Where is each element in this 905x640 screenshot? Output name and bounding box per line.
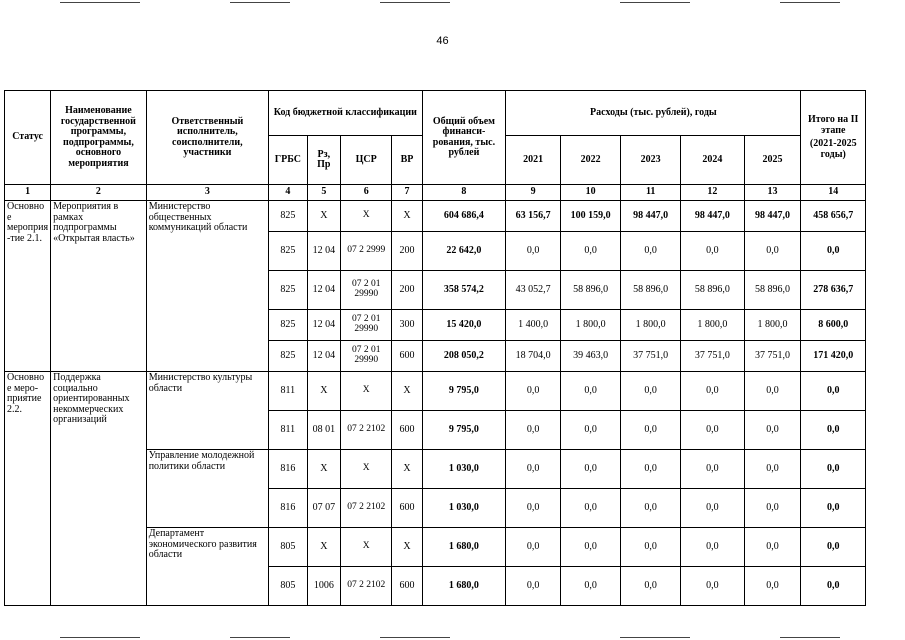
- csr-cell: X: [340, 450, 392, 489]
- itogo-cell: 458 656,7: [801, 201, 866, 232]
- y2025-cell: 58 896,0: [744, 271, 801, 310]
- y2021-cell: 63 156,7: [506, 201, 561, 232]
- total-cell: 1 030,0: [422, 489, 506, 528]
- grbs-cell: 825: [269, 310, 308, 341]
- rz-cell: X: [307, 450, 340, 489]
- header-budget-code: Код бюджетной классификации: [269, 91, 423, 136]
- vr-cell: X: [392, 528, 422, 567]
- y2023-cell: 0,0: [621, 450, 681, 489]
- y2024-cell: 0,0: [681, 489, 744, 528]
- top-edge-line: [380, 2, 450, 3]
- table-row: [5, 201, 866, 232]
- header-2024: 2024: [681, 136, 744, 185]
- status-cell: Основное мероприя-тие 2.1.: [5, 201, 51, 372]
- bottom-edge-line: [620, 637, 690, 638]
- csr-cell: X: [340, 528, 392, 567]
- y2023-cell: 58 896,0: [621, 271, 681, 310]
- column-number: 2: [51, 185, 147, 201]
- column-number: 13: [744, 185, 801, 201]
- grbs-cell: 811: [269, 411, 308, 450]
- grbs-cell: 805: [269, 567, 308, 606]
- header-2025: 2025: [744, 136, 801, 185]
- header-2023: 2023: [621, 136, 681, 185]
- y2021-cell: 0,0: [506, 232, 561, 271]
- y2024-cell: 1 800,0: [681, 310, 744, 341]
- responsible-cell: Министерство культуры области: [146, 372, 268, 450]
- table-header: [5, 91, 866, 201]
- y2022-cell: 39 463,0: [561, 341, 621, 372]
- csr-cell: 07 2 2102: [340, 567, 392, 606]
- header-grbs: ГРБС: [269, 136, 308, 185]
- itogo-cell: 0,0: [801, 489, 866, 528]
- itogo-cell: 0,0: [801, 567, 866, 606]
- y2022-cell: 58 896,0: [561, 271, 621, 310]
- y2023-cell: 0,0: [621, 232, 681, 271]
- y2022-cell: 0,0: [561, 450, 621, 489]
- rz-cell: 12 04: [307, 341, 340, 372]
- total-cell: 604 686,4: [422, 201, 506, 232]
- rz-cell: 12 04: [307, 232, 340, 271]
- rz-cell: 07 07: [307, 489, 340, 528]
- vr-cell: 600: [392, 567, 422, 606]
- y2024-cell: 0,0: [681, 232, 744, 271]
- vr-cell: 200: [392, 232, 422, 271]
- vr-cell: X: [392, 201, 422, 232]
- y2024-cell: 0,0: [681, 528, 744, 567]
- y2021-cell: 0,0: [506, 450, 561, 489]
- vr-cell: X: [392, 450, 422, 489]
- csr-cell: 07 2 01 29990: [340, 310, 392, 341]
- grbs-cell: 805: [269, 528, 308, 567]
- rz-cell: X: [307, 528, 340, 567]
- y2021-cell: 0,0: [506, 372, 561, 411]
- total-cell: 358 574,2: [422, 271, 506, 310]
- name-cell: Поддержка социально ориентированных некоммерческих организаций: [51, 372, 147, 606]
- csr-cell: 07 2 2102: [340, 489, 392, 528]
- y2024-cell: 0,0: [681, 567, 744, 606]
- total-cell: 1 680,0: [422, 567, 506, 606]
- bottom-edge-line: [230, 637, 290, 638]
- total-cell: 208 050,2: [422, 341, 506, 372]
- column-number: 7: [392, 185, 422, 201]
- y2023-cell: 37 751,0: [621, 341, 681, 372]
- top-edge-line: [780, 2, 840, 3]
- csr-cell: 07 2 01 29990: [340, 341, 392, 372]
- header-csr: ЦСР: [340, 136, 392, 185]
- column-number: 11: [621, 185, 681, 201]
- column-number: 10: [561, 185, 621, 201]
- y2022-cell: 0,0: [561, 567, 621, 606]
- total-cell: 22 642,0: [422, 232, 506, 271]
- y2024-cell: 58 896,0: [681, 271, 744, 310]
- grbs-cell: 825: [269, 201, 308, 232]
- itogo-cell: 0,0: [801, 411, 866, 450]
- y2022-cell: 0,0: [561, 232, 621, 271]
- y2025-cell: 37 751,0: [744, 341, 801, 372]
- y2023-cell: 0,0: [621, 372, 681, 411]
- y2025-cell: 0,0: [744, 372, 801, 411]
- y2023-cell: 98 447,0: [621, 201, 681, 232]
- itogo-cell: 0,0: [801, 372, 866, 411]
- rz-cell: 08 01: [307, 411, 340, 450]
- vr-cell: 600: [392, 341, 422, 372]
- column-number: 9: [506, 185, 561, 201]
- top-edge-line: [620, 2, 690, 3]
- total-cell: 1 030,0: [422, 450, 506, 489]
- itogo-cell: 171 420,0: [801, 341, 866, 372]
- y2021-cell: 18 704,0: [506, 341, 561, 372]
- y2022-cell: 0,0: [561, 528, 621, 567]
- y2022-cell: 0,0: [561, 372, 621, 411]
- csr-cell: X: [340, 372, 392, 411]
- bottom-edge-line: [380, 637, 450, 638]
- header-itogo-line1: Итого на II этапе: [808, 114, 859, 136]
- header-2021: 2021: [506, 136, 561, 185]
- total-cell: 15 420,0: [422, 310, 506, 341]
- responsible-cell: Управление молодежной политики области: [146, 450, 268, 528]
- y2025-cell: 98 447,0: [744, 201, 801, 232]
- itogo-cell: 0,0: [801, 528, 866, 567]
- itogo-cell: 0,0: [801, 450, 866, 489]
- column-number: 14: [801, 185, 866, 201]
- header-itogo: [801, 91, 866, 185]
- y2024-cell: 37 751,0: [681, 341, 744, 372]
- y2023-cell: 0,0: [621, 411, 681, 450]
- bottom-edge-line: [60, 637, 140, 638]
- grbs-cell: 811: [269, 372, 308, 411]
- y2024-cell: 0,0: [681, 411, 744, 450]
- y2021-cell: 1 400,0: [506, 310, 561, 341]
- header-status: Статус: [5, 91, 51, 185]
- itogo-cell: 0,0: [801, 232, 866, 271]
- y2021-cell: 0,0: [506, 411, 561, 450]
- column-number-row: [5, 185, 866, 201]
- page-number: 46: [436, 35, 449, 47]
- column-number: 8: [422, 185, 506, 201]
- csr-cell: 07 2 2102: [340, 411, 392, 450]
- csr-cell: X: [340, 201, 392, 232]
- vr-cell: 600: [392, 489, 422, 528]
- rz-cell: 1006: [307, 567, 340, 606]
- itogo-cell: 8 600,0: [801, 310, 866, 341]
- itogo-cell: 278 636,7: [801, 271, 866, 310]
- y2022-cell: 1 800,0: [561, 310, 621, 341]
- csr-cell: 07 2 2999: [340, 232, 392, 271]
- y2022-cell: 0,0: [561, 489, 621, 528]
- total-cell: 9 795,0: [422, 411, 506, 450]
- y2021-cell: 43 052,7: [506, 271, 561, 310]
- grbs-cell: 825: [269, 232, 308, 271]
- status-cell: Основное меро-приятие 2.2.: [5, 372, 51, 606]
- y2025-cell: 0,0: [744, 528, 801, 567]
- grbs-cell: 825: [269, 341, 308, 372]
- column-number: 12: [681, 185, 744, 201]
- y2024-cell: 98 447,0: [681, 201, 744, 232]
- y2024-cell: 0,0: [681, 450, 744, 489]
- column-number: 1: [5, 185, 51, 201]
- vr-cell: 200: [392, 271, 422, 310]
- column-number: 3: [146, 185, 268, 201]
- y2025-cell: 0,0: [744, 411, 801, 450]
- column-number: 6: [340, 185, 392, 201]
- header-rz: Рз, Пр: [307, 136, 340, 185]
- top-edge-line: [60, 2, 140, 3]
- rz-cell: X: [307, 372, 340, 411]
- column-number: 4: [269, 185, 308, 201]
- y2023-cell: 1 800,0: [621, 310, 681, 341]
- vr-cell: X: [392, 372, 422, 411]
- bottom-edge-line: [780, 637, 840, 638]
- y2024-cell: 0,0: [681, 372, 744, 411]
- y2021-cell: 0,0: [506, 489, 561, 528]
- y2023-cell: 0,0: [621, 528, 681, 567]
- grbs-cell: 825: [269, 271, 308, 310]
- y2021-cell: 0,0: [506, 528, 561, 567]
- y2025-cell: 1 800,0: [744, 310, 801, 341]
- name-cell: Мероприятия в рамках подпрограммы «Открытая власть»: [51, 201, 147, 372]
- header-2022: 2022: [561, 136, 621, 185]
- header-expenses: Расходы (тыс. рублей), годы: [506, 91, 801, 136]
- y2025-cell: 0,0: [744, 450, 801, 489]
- y2021-cell: 0,0: [506, 567, 561, 606]
- header-vr: ВР: [392, 136, 422, 185]
- column-number: 5: [307, 185, 340, 201]
- top-edge-line: [230, 2, 290, 3]
- y2022-cell: 0,0: [561, 411, 621, 450]
- rz-cell: 12 04: [307, 310, 340, 341]
- y2023-cell: 0,0: [621, 489, 681, 528]
- total-cell: 9 795,0: [422, 372, 506, 411]
- header-total: Общий объем финанси-рования, тыс. рублей: [422, 91, 506, 185]
- grbs-cell: 816: [269, 489, 308, 528]
- responsible-cell: Министерство общественных коммуникаций области: [146, 201, 268, 372]
- rz-cell: 12 04: [307, 271, 340, 310]
- vr-cell: 300: [392, 310, 422, 341]
- csr-cell: 07 2 01 29990: [340, 271, 392, 310]
- total-cell: 1 680,0: [422, 528, 506, 567]
- grbs-cell: 816: [269, 450, 308, 489]
- table-row: [5, 372, 866, 411]
- header-itogo-line2: (2021-2025 годы): [809, 138, 857, 160]
- y2025-cell: 0,0: [744, 232, 801, 271]
- y2023-cell: 0,0: [621, 567, 681, 606]
- responsible-cell: Департамент экономического развития области: [146, 528, 268, 606]
- y2025-cell: 0,0: [744, 489, 801, 528]
- rz-cell: X: [307, 201, 340, 232]
- y2022-cell: 100 159,0: [561, 201, 621, 232]
- header-responsible: Ответственный исполнитель, соисполнители, участники: [146, 91, 268, 185]
- table-body: [5, 201, 866, 606]
- header-name: Наименование государственной программы, подпрограммы, основного мероприятия: [51, 91, 147, 185]
- y2025-cell: 0,0: [744, 567, 801, 606]
- vr-cell: 600: [392, 411, 422, 450]
- budget-table: [4, 90, 866, 606]
